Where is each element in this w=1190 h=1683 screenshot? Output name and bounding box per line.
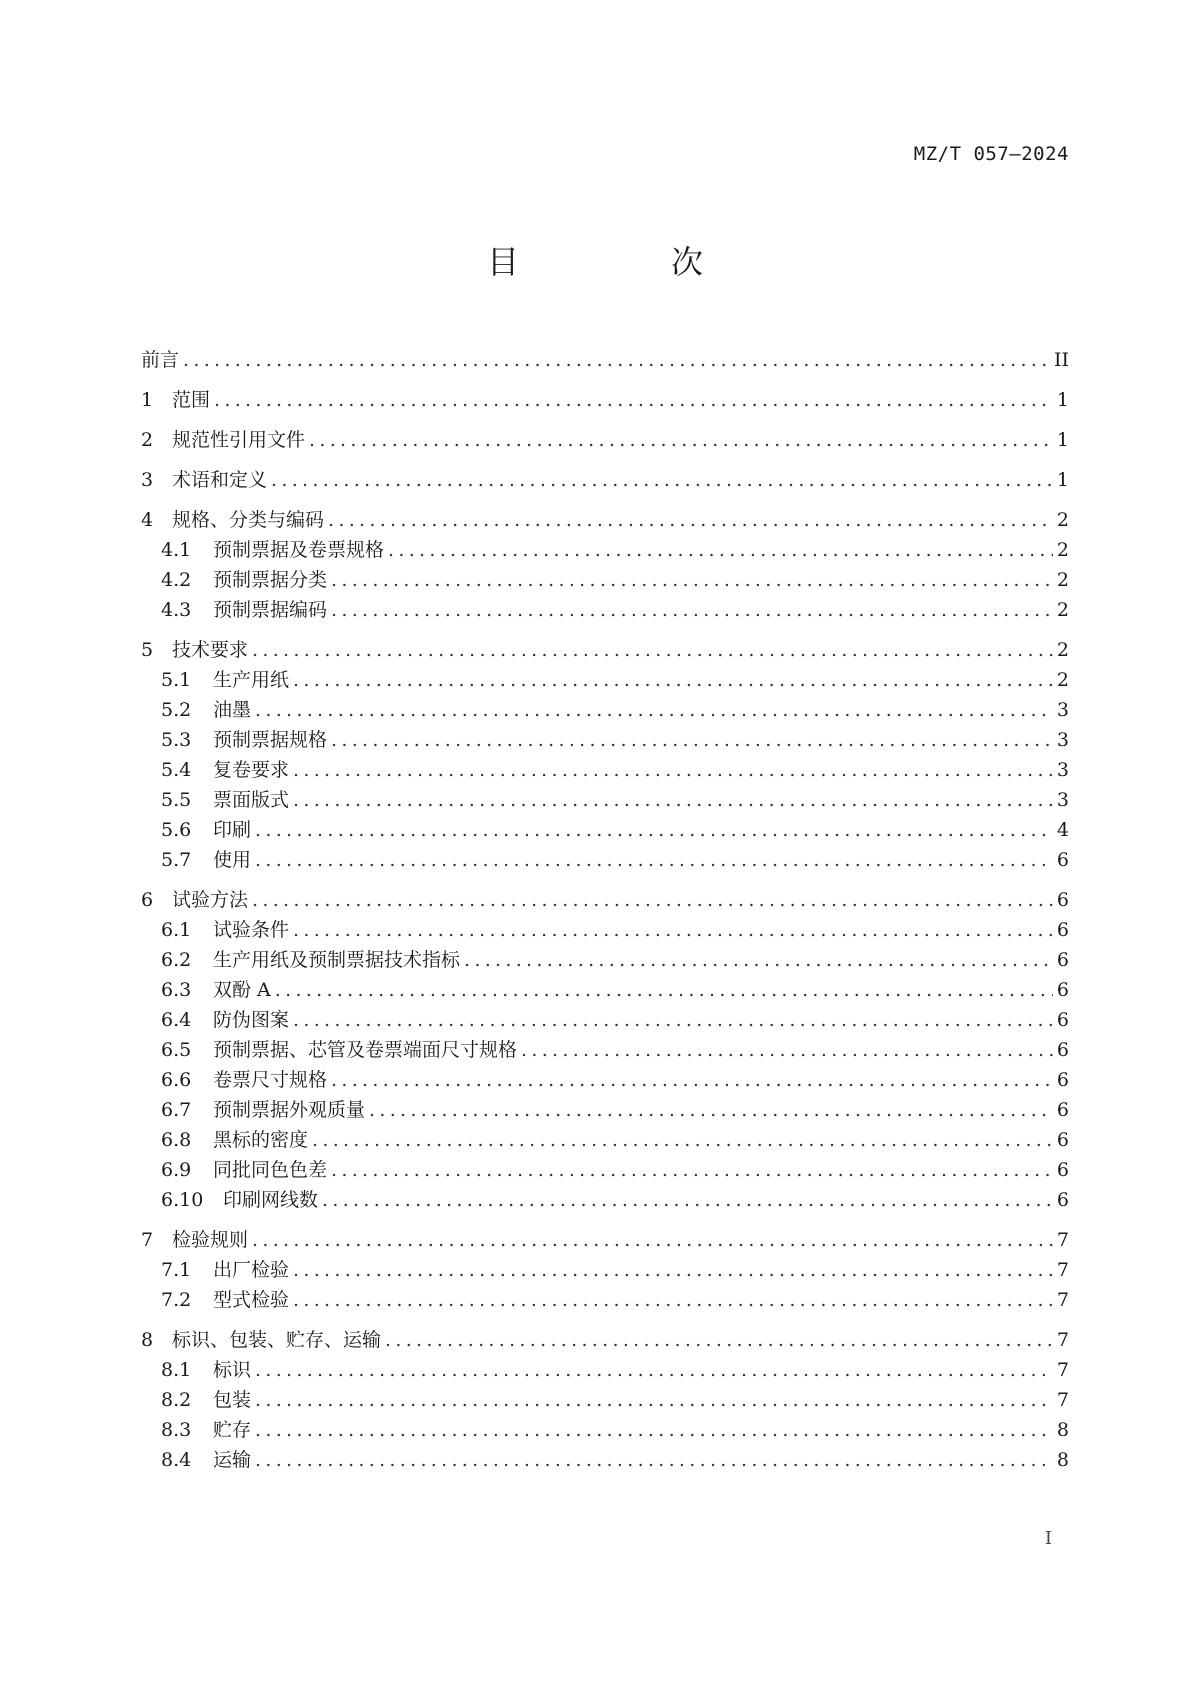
toc-entry-label: 范围 bbox=[172, 389, 211, 411]
toc-leader-dots bbox=[331, 595, 1053, 625]
toc-entry[interactable] bbox=[141, 695, 1069, 725]
toc-leader-dots bbox=[293, 785, 1053, 815]
toc-entry[interactable] bbox=[141, 1095, 1069, 1125]
toc-entry-number: 6.10 bbox=[161, 1189, 204, 1211]
toc-entry-label: 票面版式 bbox=[213, 789, 290, 811]
toc-entry-number: 5.3 bbox=[161, 729, 192, 751]
toc-entry[interactable] bbox=[141, 725, 1069, 755]
toc-entry[interactable] bbox=[141, 1155, 1069, 1185]
toc-entry-page: 2 bbox=[1056, 539, 1069, 561]
toc-entry-page: 6 bbox=[1056, 889, 1069, 911]
toc-entry[interactable] bbox=[141, 975, 1069, 1005]
toc-entry-number: 8.2 bbox=[161, 1389, 192, 1411]
toc-entry-number: 8.1 bbox=[161, 1359, 192, 1381]
toc-entry[interactable] bbox=[141, 1035, 1069, 1065]
toc-entry-label: 印刷 bbox=[213, 819, 252, 841]
toc-entry-page: 2 bbox=[1056, 569, 1069, 591]
toc-entry-label: 标识、包装、贮存、运输 bbox=[172, 1329, 382, 1351]
toc-entry-number: 6.3 bbox=[161, 979, 192, 1001]
toc-entry-page: 2 bbox=[1056, 639, 1069, 661]
toc-leader-dots bbox=[385, 1325, 1053, 1355]
toc-entry-page: 3 bbox=[1056, 699, 1069, 721]
toc-leader-dots bbox=[255, 695, 1053, 725]
toc-entry-number: 6.6 bbox=[161, 1069, 192, 1091]
standard-code: MZ/T 057—2024 bbox=[913, 143, 1069, 165]
toc-entry-label: 同批同色色差 bbox=[213, 1159, 328, 1181]
toc-entry-label: 预制票据分类 bbox=[213, 569, 328, 591]
toc-leader-dots bbox=[255, 815, 1053, 845]
toc-leader-dots bbox=[331, 1065, 1053, 1095]
toc-entry-page: 7 bbox=[1056, 1329, 1069, 1351]
toc-entry-number: 7.1 bbox=[161, 1259, 192, 1281]
toc-leader-dots bbox=[293, 915, 1053, 945]
toc-entry-label: 检验规则 bbox=[172, 1229, 249, 1251]
toc-entry[interactable] bbox=[141, 535, 1069, 565]
toc-leader-dots bbox=[309, 425, 1053, 455]
toc-entry-label: 出厂检验 bbox=[213, 1259, 290, 1281]
toc-entry-page: 7 bbox=[1056, 1389, 1069, 1411]
toc-entry[interactable] bbox=[141, 1125, 1069, 1155]
toc-entry[interactable] bbox=[141, 1385, 1069, 1415]
toc-entry-label: 生产用纸 bbox=[213, 669, 290, 691]
toc-entry-page: 1 bbox=[1056, 429, 1069, 451]
toc-leader-dots bbox=[369, 1095, 1053, 1125]
toc-entry[interactable] bbox=[141, 785, 1069, 815]
toc-entry[interactable] bbox=[141, 1255, 1069, 1285]
toc-leader-dots bbox=[252, 1225, 1053, 1255]
toc-entry-number: 2 bbox=[141, 429, 154, 451]
toc-entry-label: 复卷要求 bbox=[213, 759, 290, 781]
toc-entry-label: 预制票据外观质量 bbox=[213, 1099, 366, 1121]
toc-entry[interactable] bbox=[141, 1225, 1069, 1255]
toc-entry-page: 6 bbox=[1056, 1099, 1069, 1121]
toc-leader-dots bbox=[255, 1445, 1053, 1475]
toc-entry-number: 5.4 bbox=[161, 759, 192, 781]
toc-entry-label: 术语和定义 bbox=[172, 469, 268, 491]
toc-entry-label: 标识 bbox=[213, 1359, 252, 1381]
toc-entry[interactable] bbox=[141, 945, 1069, 975]
toc-entry-number: 4.1 bbox=[161, 539, 192, 561]
toc-entry-page: 6 bbox=[1056, 1189, 1069, 1211]
toc-entry-page: 6 bbox=[1056, 849, 1069, 871]
toc-entry-page: 2 bbox=[1056, 599, 1069, 621]
toc-entry-number: 5 bbox=[141, 639, 154, 661]
toc-entry-number: 5.1 bbox=[161, 669, 192, 691]
toc-entry-number: 7 bbox=[141, 1229, 154, 1251]
toc-leader-dots bbox=[255, 1415, 1053, 1445]
toc-entry[interactable] bbox=[141, 1445, 1069, 1475]
toc-entry-page: 3 bbox=[1056, 789, 1069, 811]
toc-entry-page: 8 bbox=[1056, 1449, 1069, 1471]
toc-leader-dots bbox=[331, 725, 1053, 755]
toc-entry-page: 2 bbox=[1056, 509, 1069, 531]
toc-leader-dots bbox=[331, 565, 1053, 595]
toc-entry-page: 8 bbox=[1056, 1419, 1069, 1441]
toc-entry-number: 6.7 bbox=[161, 1099, 192, 1121]
toc-entry-label: 试验条件 bbox=[213, 919, 290, 941]
toc-entry[interactable] bbox=[141, 505, 1069, 535]
toc-entry[interactable] bbox=[141, 425, 1069, 455]
toc-entry[interactable] bbox=[141, 665, 1069, 695]
toc-entry-page: 1 bbox=[1056, 389, 1069, 411]
toc-entry-page: 6 bbox=[1056, 979, 1069, 1001]
toc-entry-page: 7 bbox=[1056, 1259, 1069, 1281]
toc-entry-number: 3 bbox=[141, 469, 154, 491]
toc-entry[interactable] bbox=[141, 1185, 1069, 1215]
toc-leader-dots bbox=[331, 1155, 1053, 1185]
toc-entry-label: 试验方法 bbox=[172, 889, 249, 911]
toc-leader-dots bbox=[293, 665, 1053, 695]
toc-entry[interactable] bbox=[141, 815, 1069, 845]
toc-leader-dots bbox=[214, 385, 1053, 415]
toc-entry-page: 7 bbox=[1056, 1359, 1069, 1381]
toc-leader-dots bbox=[252, 885, 1053, 915]
toc-leader-dots bbox=[328, 505, 1053, 535]
toc-entry-page: 3 bbox=[1056, 729, 1069, 751]
toc-entry-page: 3 bbox=[1056, 759, 1069, 781]
toc-entry-label: 运输 bbox=[213, 1449, 252, 1471]
toc-entry-page: II bbox=[1053, 349, 1069, 371]
toc-entry-number: 4.2 bbox=[161, 569, 192, 591]
toc-entry-page: 6 bbox=[1056, 1069, 1069, 1091]
toc-entry[interactable] bbox=[141, 1285, 1069, 1315]
toc-entry-number: 8.4 bbox=[161, 1449, 192, 1471]
toc-leader-dots bbox=[275, 975, 1053, 1005]
toc-leader-dots bbox=[255, 1385, 1053, 1415]
toc-leader-dots bbox=[312, 1125, 1053, 1155]
toc-entry-label: 预制票据、芯管及卷票端面尺寸规格 bbox=[213, 1039, 518, 1061]
toc-entry-page: 6 bbox=[1056, 1039, 1069, 1061]
toc-entry[interactable] bbox=[141, 1355, 1069, 1385]
toc-entry-label: 黑标的密度 bbox=[213, 1129, 309, 1151]
toc-entry-label: 印刷网线数 bbox=[223, 1189, 319, 1211]
toc-entry-number: 8 bbox=[141, 1329, 154, 1351]
toc-entry-number: 5.2 bbox=[161, 699, 192, 721]
toc-entry-number: 6.5 bbox=[161, 1039, 192, 1061]
toc-entry-label: 前言 bbox=[141, 349, 180, 371]
toc-entry-label: 贮存 bbox=[213, 1419, 252, 1441]
toc-entry-page: 4 bbox=[1056, 819, 1069, 841]
toc-leader-dots bbox=[322, 1185, 1053, 1215]
toc-entry[interactable] bbox=[141, 755, 1069, 785]
toc-entry-label: 生产用纸及预制票据技术指标 bbox=[213, 949, 461, 971]
toc-entry-page: 6 bbox=[1056, 919, 1069, 941]
toc-entry[interactable] bbox=[141, 1325, 1069, 1355]
toc-leader-dots bbox=[255, 1355, 1053, 1385]
toc-entry-label: 规格、分类与编码 bbox=[172, 509, 325, 531]
toc-leader-dots bbox=[293, 1005, 1053, 1035]
table-of-contents bbox=[141, 345, 1069, 1475]
toc-entry-label: 油墨 bbox=[213, 699, 252, 721]
toc-entry-label: 技术要求 bbox=[172, 639, 249, 661]
toc-leader-dots bbox=[293, 1285, 1053, 1315]
toc-entry-page: 6 bbox=[1056, 1159, 1069, 1181]
toc-leader-dots bbox=[255, 845, 1053, 875]
toc-entry-page: 6 bbox=[1056, 1009, 1069, 1031]
toc-entry-page: 6 bbox=[1056, 949, 1069, 971]
toc-entry-number: 6.8 bbox=[161, 1129, 192, 1151]
toc-entry-number: 6 bbox=[141, 889, 154, 911]
toc-entry-number: 6.2 bbox=[161, 949, 192, 971]
toc-entry[interactable] bbox=[141, 845, 1069, 875]
toc-entry-label: 双酚 A bbox=[213, 979, 271, 1001]
toc-entry-label: 预制票据编码 bbox=[213, 599, 328, 621]
toc-entry[interactable] bbox=[141, 915, 1069, 945]
toc-entry-page: 6 bbox=[1056, 1129, 1069, 1151]
toc-entry-number: 7.2 bbox=[161, 1289, 192, 1311]
toc-entry-label: 预制票据规格 bbox=[213, 729, 328, 751]
toc-entry[interactable] bbox=[141, 1005, 1069, 1035]
toc-entry-number: 6.4 bbox=[161, 1009, 192, 1031]
toc-entry[interactable] bbox=[141, 565, 1069, 595]
toc-entry[interactable] bbox=[141, 1415, 1069, 1445]
toc-leader-dots bbox=[388, 535, 1053, 565]
toc-entry[interactable] bbox=[141, 345, 1069, 375]
toc-entry-page: 7 bbox=[1056, 1289, 1069, 1311]
toc-entry-number: 5.5 bbox=[161, 789, 192, 811]
toc-entry-label: 使用 bbox=[213, 849, 252, 871]
toc-entry-number: 4.3 bbox=[161, 599, 192, 621]
toc-entry-label: 防伪图案 bbox=[213, 1009, 290, 1031]
toc-entry-number: 6.1 bbox=[161, 919, 192, 941]
toc-entry-number: 1 bbox=[141, 389, 154, 411]
toc-entry-page: 2 bbox=[1056, 669, 1069, 691]
toc-leader-dots bbox=[252, 635, 1053, 665]
toc-leader-dots bbox=[271, 465, 1053, 495]
toc-entry-number: 8.3 bbox=[161, 1419, 192, 1441]
toc-entry[interactable] bbox=[141, 635, 1069, 665]
toc-leader-dots bbox=[293, 755, 1053, 785]
toc-entry[interactable] bbox=[141, 885, 1069, 915]
toc-entry-number: 5.7 bbox=[161, 849, 192, 871]
toc-entry[interactable] bbox=[141, 595, 1069, 625]
toc-entry[interactable] bbox=[141, 1065, 1069, 1095]
toc-entry-label: 包装 bbox=[213, 1389, 252, 1411]
toc-entry-label: 型式检验 bbox=[213, 1289, 290, 1311]
toc-entry[interactable] bbox=[141, 385, 1069, 415]
toc-entry-page: 7 bbox=[1056, 1229, 1069, 1251]
toc-entry-label: 规范性引用文件 bbox=[172, 429, 306, 451]
toc-leader-dots bbox=[293, 1255, 1053, 1285]
toc-entry-label: 预制票据及卷票规格 bbox=[213, 539, 385, 561]
toc-entry-label: 卷票尺寸规格 bbox=[213, 1069, 328, 1091]
page-number: I bbox=[1044, 1528, 1052, 1549]
toc-entry[interactable] bbox=[141, 465, 1069, 495]
toc-entry-number: 5.6 bbox=[161, 819, 192, 841]
toc-leader-dots bbox=[521, 1035, 1053, 1065]
toc-entry-number: 6.9 bbox=[161, 1159, 192, 1181]
toc-entry-page: 1 bbox=[1056, 469, 1069, 491]
toc-entry-number: 4 bbox=[141, 509, 154, 531]
toc-leader-dots bbox=[183, 345, 1050, 375]
toc-leader-dots bbox=[464, 945, 1053, 975]
page-title: 目 次 bbox=[486, 243, 763, 281]
